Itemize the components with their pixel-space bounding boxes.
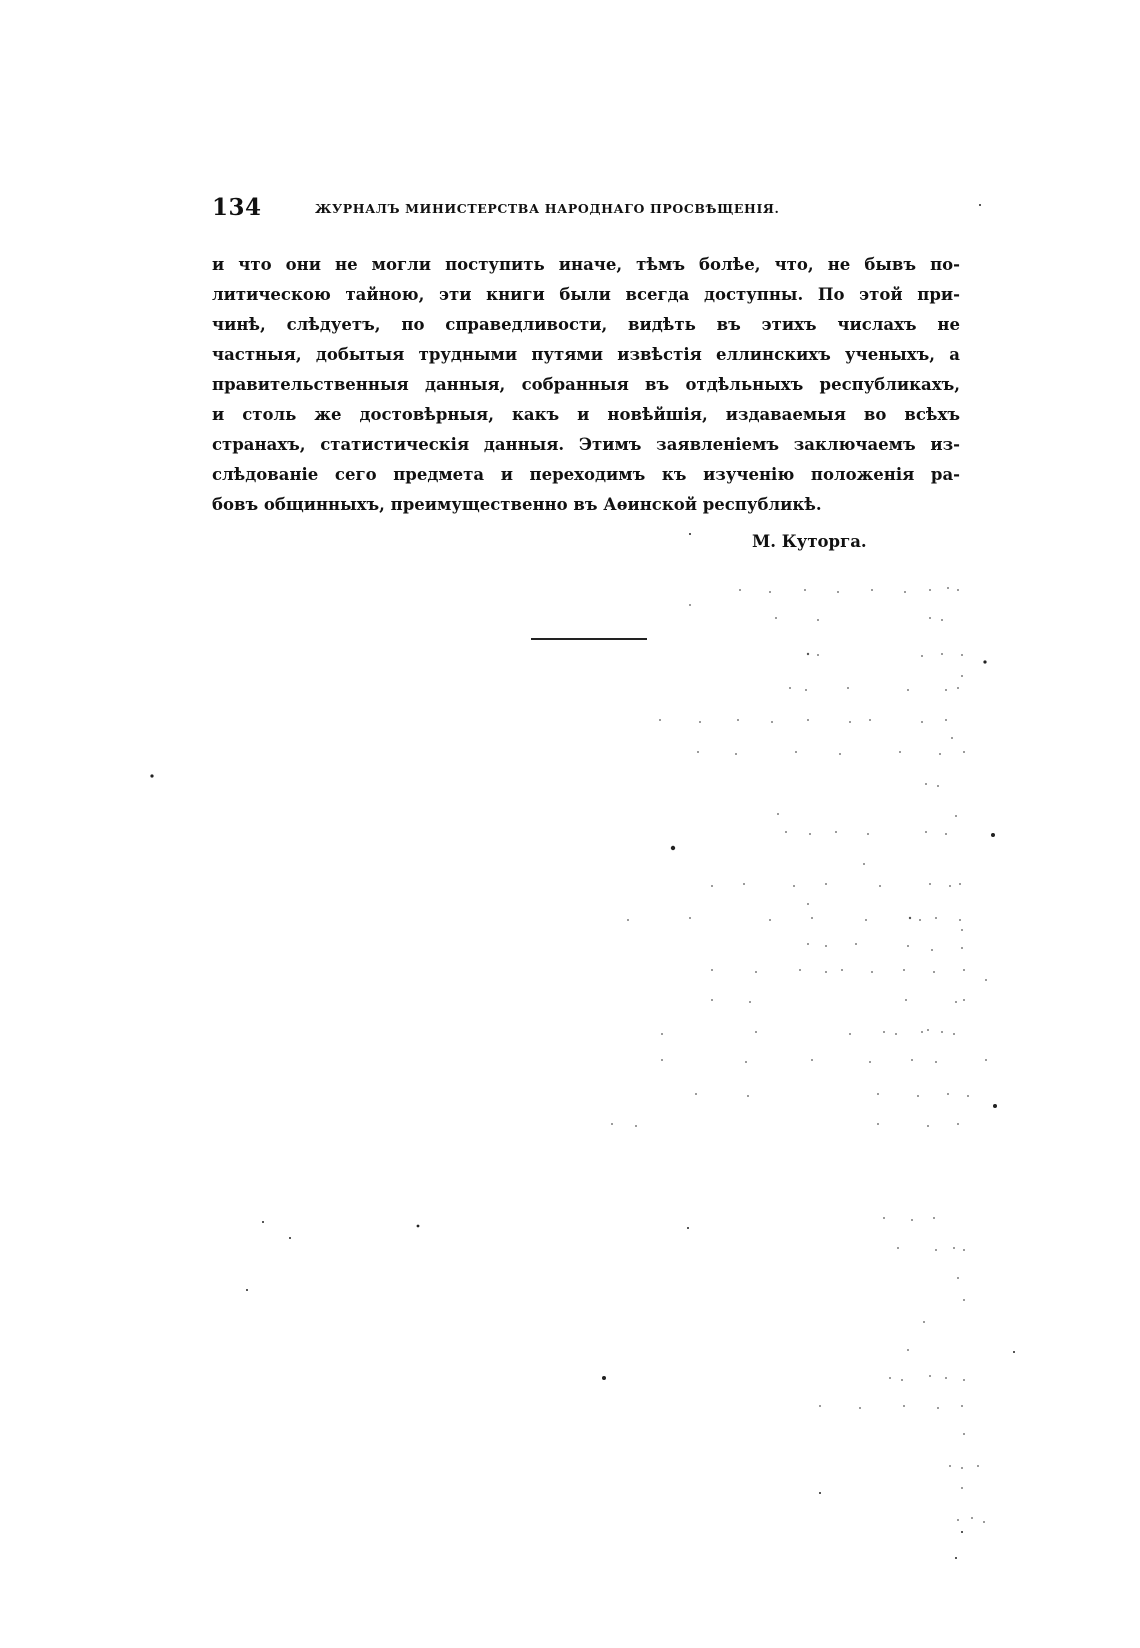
text-line: странахъ, статистическія данныя. Этимъ заявленіемъ заключаемъ из- xyxy=(212,435,960,454)
text-line: литическою тайною, эти книги были всегда доступны. По этой при- xyxy=(212,285,960,304)
text-line: и что они не могли поступить иначе, тѣмъ болѣе, что, не бывъ по- xyxy=(212,255,960,274)
text-line: правительственныя данныя, собранныя въ отдѣльныхъ республикахъ, xyxy=(212,375,960,394)
text-line: частныя, добытыя трудными путями извѣстія еллинскихъ ученыхъ, а xyxy=(212,345,960,364)
author-signature: М. Куторга. xyxy=(752,532,867,551)
text-line: чинѣ, слѣдуетъ, по справедливости, видѣть въ этихъ числахъ не xyxy=(212,315,960,334)
text-line: и столь же достовѣрныя, какъ и новѣйшія, издаваемыя во всѣхъ xyxy=(212,405,960,424)
text-line: бовъ общинныхъ, преимущественно въ Аѳинской республикѣ. xyxy=(212,495,822,514)
running-head: ЖУРНАЛЪ МИНИСТЕРСТВА НАРОДНАГО ПРОСВѢЩЕНІЯ. xyxy=(315,201,780,216)
page-number: 134 xyxy=(212,194,262,221)
text-line: слѣдованіе сего предмета и переходимъ къ изученію положенія ра- xyxy=(212,465,960,484)
